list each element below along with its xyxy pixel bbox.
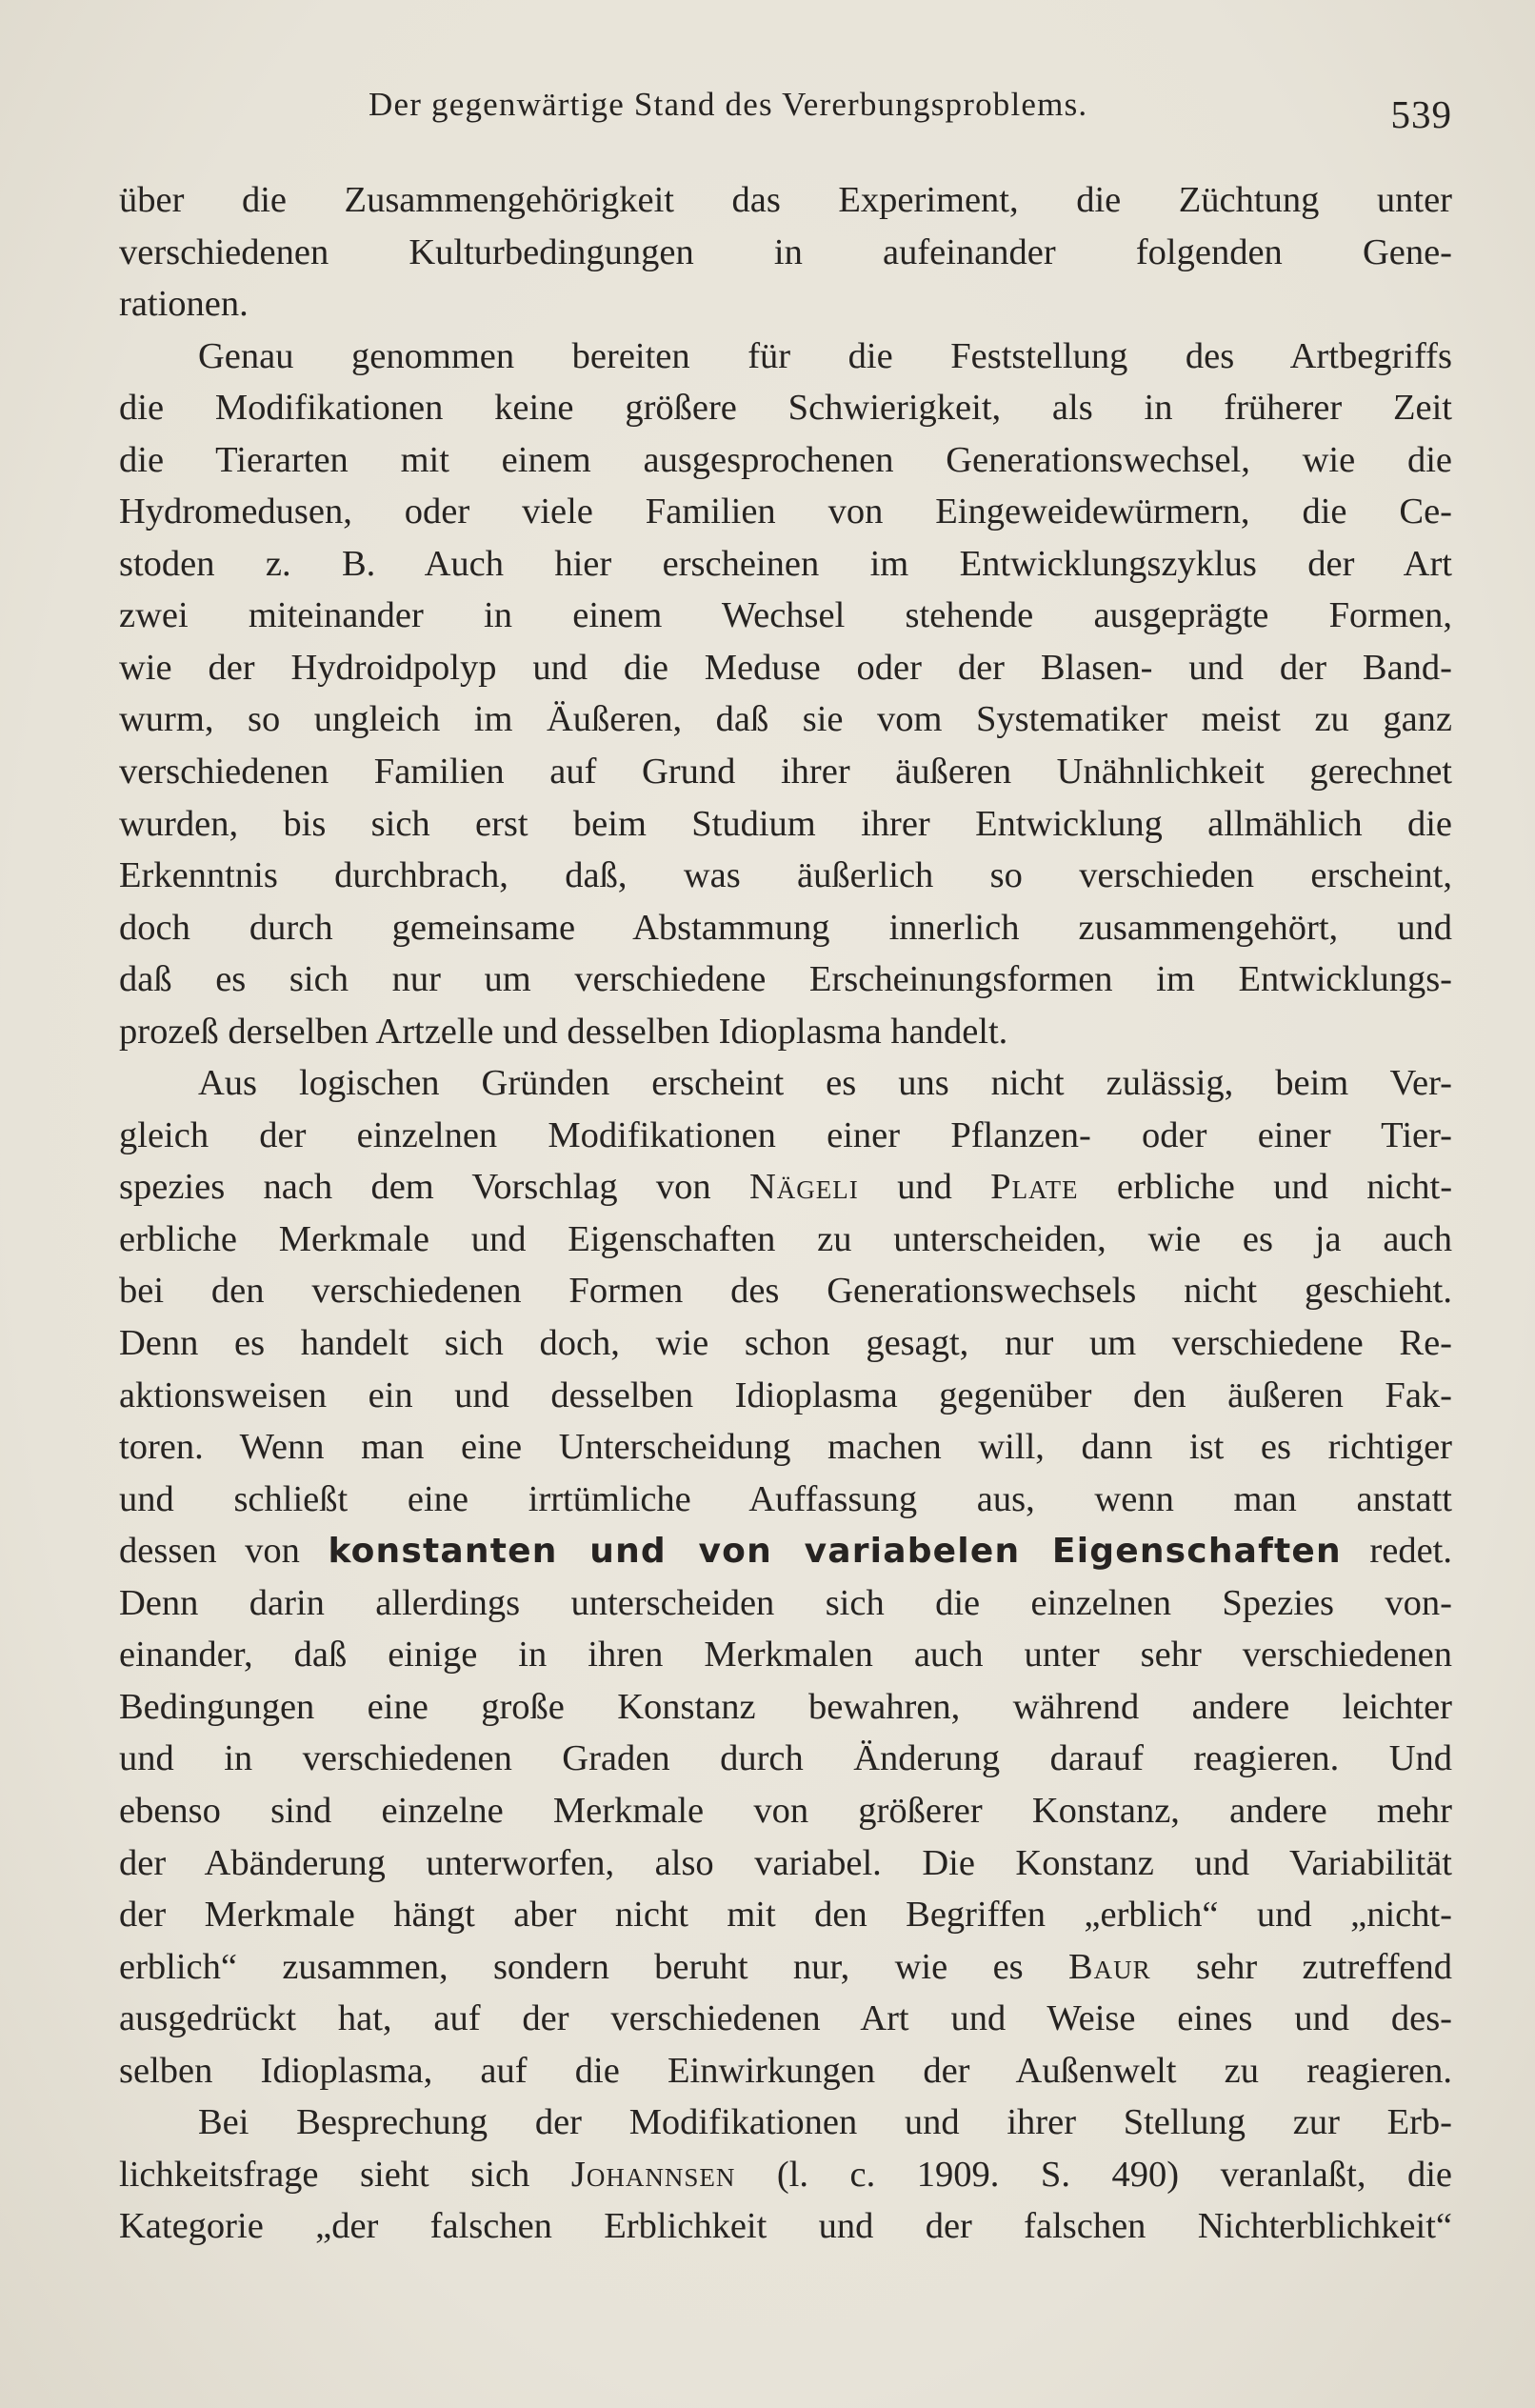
text-line: verschiedenen Kulturbedingungen in aufeinander folgenden Gene- [119,231,1452,272]
text-line: Denn darin allerdings unterscheiden sich die einzelnen Spezies von- [119,1582,1452,1623]
text-line: doch durch gemeinsame Abstammung innerlich zusammengehört, und [119,907,1452,948]
text-span: redet. [1341,1531,1452,1572]
text-line: rationen. [119,284,249,325]
text-line: Kategorie „der falschen Erblichkeit und der falschen Nichterblichkeit“ [119,2206,1452,2247]
text-line: die Tierarten mit einem ausgesprochenen Generationswechsel, wie die [119,439,1452,480]
text-span: erblich“ zusammen, sondern beruht nur, wie es [119,1946,1068,1987]
text-span: erbliche und nicht- [1078,1167,1453,1208]
author-name-baur: Baur [1067,1946,1151,1987]
page-number: 539 [1390,92,1452,136]
text-line: einander, daß einige in ihren Merkmalen auch unter sehr verschiedenen [119,1635,1452,1676]
text-line: der Abänderung unterworfen, also variabel. Die Konstanz und Variabilität [119,1842,1452,1883]
text-span: lichkeitsfrage sieht sich [119,2154,571,2195]
text-line: der Merkmale hängt aber nicht mit den Begriffen „erblich“ und „nicht- [119,1895,1452,1936]
text-line: selben Idioplasma, auf die Einwirkungen der Außenwelt zu reagieren. [119,2050,1452,2091]
text-line: Erkenntnis durchbrach, daß, was äußerlich so verschieden erscheint, [119,855,1452,896]
text-line: zwei miteinander in einem Wechsel stehende ausgeprägte Formen, [119,595,1452,636]
text-line [119,1161,1452,1214]
text-line: gleich der einzelnen Modifikationen einer Pflanzen- oder einer Tier- [119,1114,1452,1155]
text-line: Genau genommen bereiten für die Feststellung des Artbegriffs [198,335,1452,376]
text-span: dessen von [119,1531,329,1572]
text-line: wie der Hydroidpolyp und die Meduse oder der Blasen- und der Band- [119,647,1452,688]
text-line: Bei Besprechung der Modifikationen und ihrer Stellung zur Erb- [198,2102,1452,2143]
text-line: ausgedrückt hat, auf der verschiedenen Art und Weise eines und des- [119,1998,1452,2039]
text-line [119,2149,1452,2201]
emphasized-phrase: konstanten und von variabelen Eigenschaften [328,1532,1342,1572]
text-span: spezies nach dem Vorschlag von [119,1167,749,1208]
author-name-naegeli: Nägeli [749,1167,859,1208]
text-line: aktionsweisen ein und desselben Idioplasma gegenüber den äußeren Fak- [119,1375,1452,1415]
text-span: (l. c. 1909. S. 490) veranlaßt, die [735,2154,1453,2195]
text-span: und [858,1167,991,1208]
text-line: und in verschiedenen Graden durch Änderung darauf reagieren. Und [119,1738,1452,1779]
text-span: sehr zutreffend [1150,1946,1452,1987]
page-header [119,82,1452,139]
running-title: Der gegenwärtige Stand des Vererbungsproblems. [369,86,1088,123]
text-line: prozeß derselben Artzelle und desselben Idioplasma handelt. [119,1011,1008,1052]
text-line: wurm, so ungleich im Äußeren, daß sie vom Systematiker meist zu ganz [119,699,1452,740]
text-line: stoden z. B. Auch hier erscheinen im Entwicklungszyklus der Art [119,543,1452,584]
text-line: und schließt eine irrtümliche Auffassung aus, wenn man anstatt [119,1478,1452,1519]
author-name-johannsen: Johannsen [570,2154,736,2195]
text-line: erbliche Merkmale und Eigenschaften zu unterscheiden, wie es ja auch [119,1218,1452,1259]
text-line: über die Zusammengehörigkeit das Experiment, die Züchtung unter [119,180,1452,220]
text-line: Bedingungen eine große Konstanz bewahren, während andere leichter [119,1686,1452,1727]
text-line: Aus logischen Gründen erscheint es uns nicht zulässig, beim Ver- [198,1063,1452,1104]
text-line [119,1525,1452,1577]
text-line: ebenso sind einzelne Merkmale von größerer Konstanz, andere mehr [119,1790,1452,1831]
text-line: daß es sich nur um verschiedene Erscheinungsformen im Entwicklungs- [119,959,1452,1000]
text-line: die Modifikationen keine größere Schwierigkeit, als in früherer Zeit [119,388,1452,429]
text-line: Denn es handelt sich doch, wie schon gesagt, nur um verschiedene Re- [119,1323,1452,1364]
text-line: bei den verschiedenen Formen des Generationswechsels nicht geschieht. [119,1271,1452,1312]
author-name-plate: Plate [990,1167,1079,1208]
text-line: verschiedenen Familien auf Grund ihrer äußeren Unähnlichkeit gerechnet [119,752,1452,793]
text-line: Hydromedusen, oder viele Familien von Eingeweidewürmern, die Ce- [119,492,1452,532]
body-text [119,174,1452,2253]
text-line [119,1941,1452,1994]
text-line: wurden, bis sich erst beim Studium ihrer Entwicklung allmählich die [119,803,1452,844]
text-line: toren. Wenn man eine Unterscheidung machen will, dann ist es richtiger [119,1427,1452,1468]
